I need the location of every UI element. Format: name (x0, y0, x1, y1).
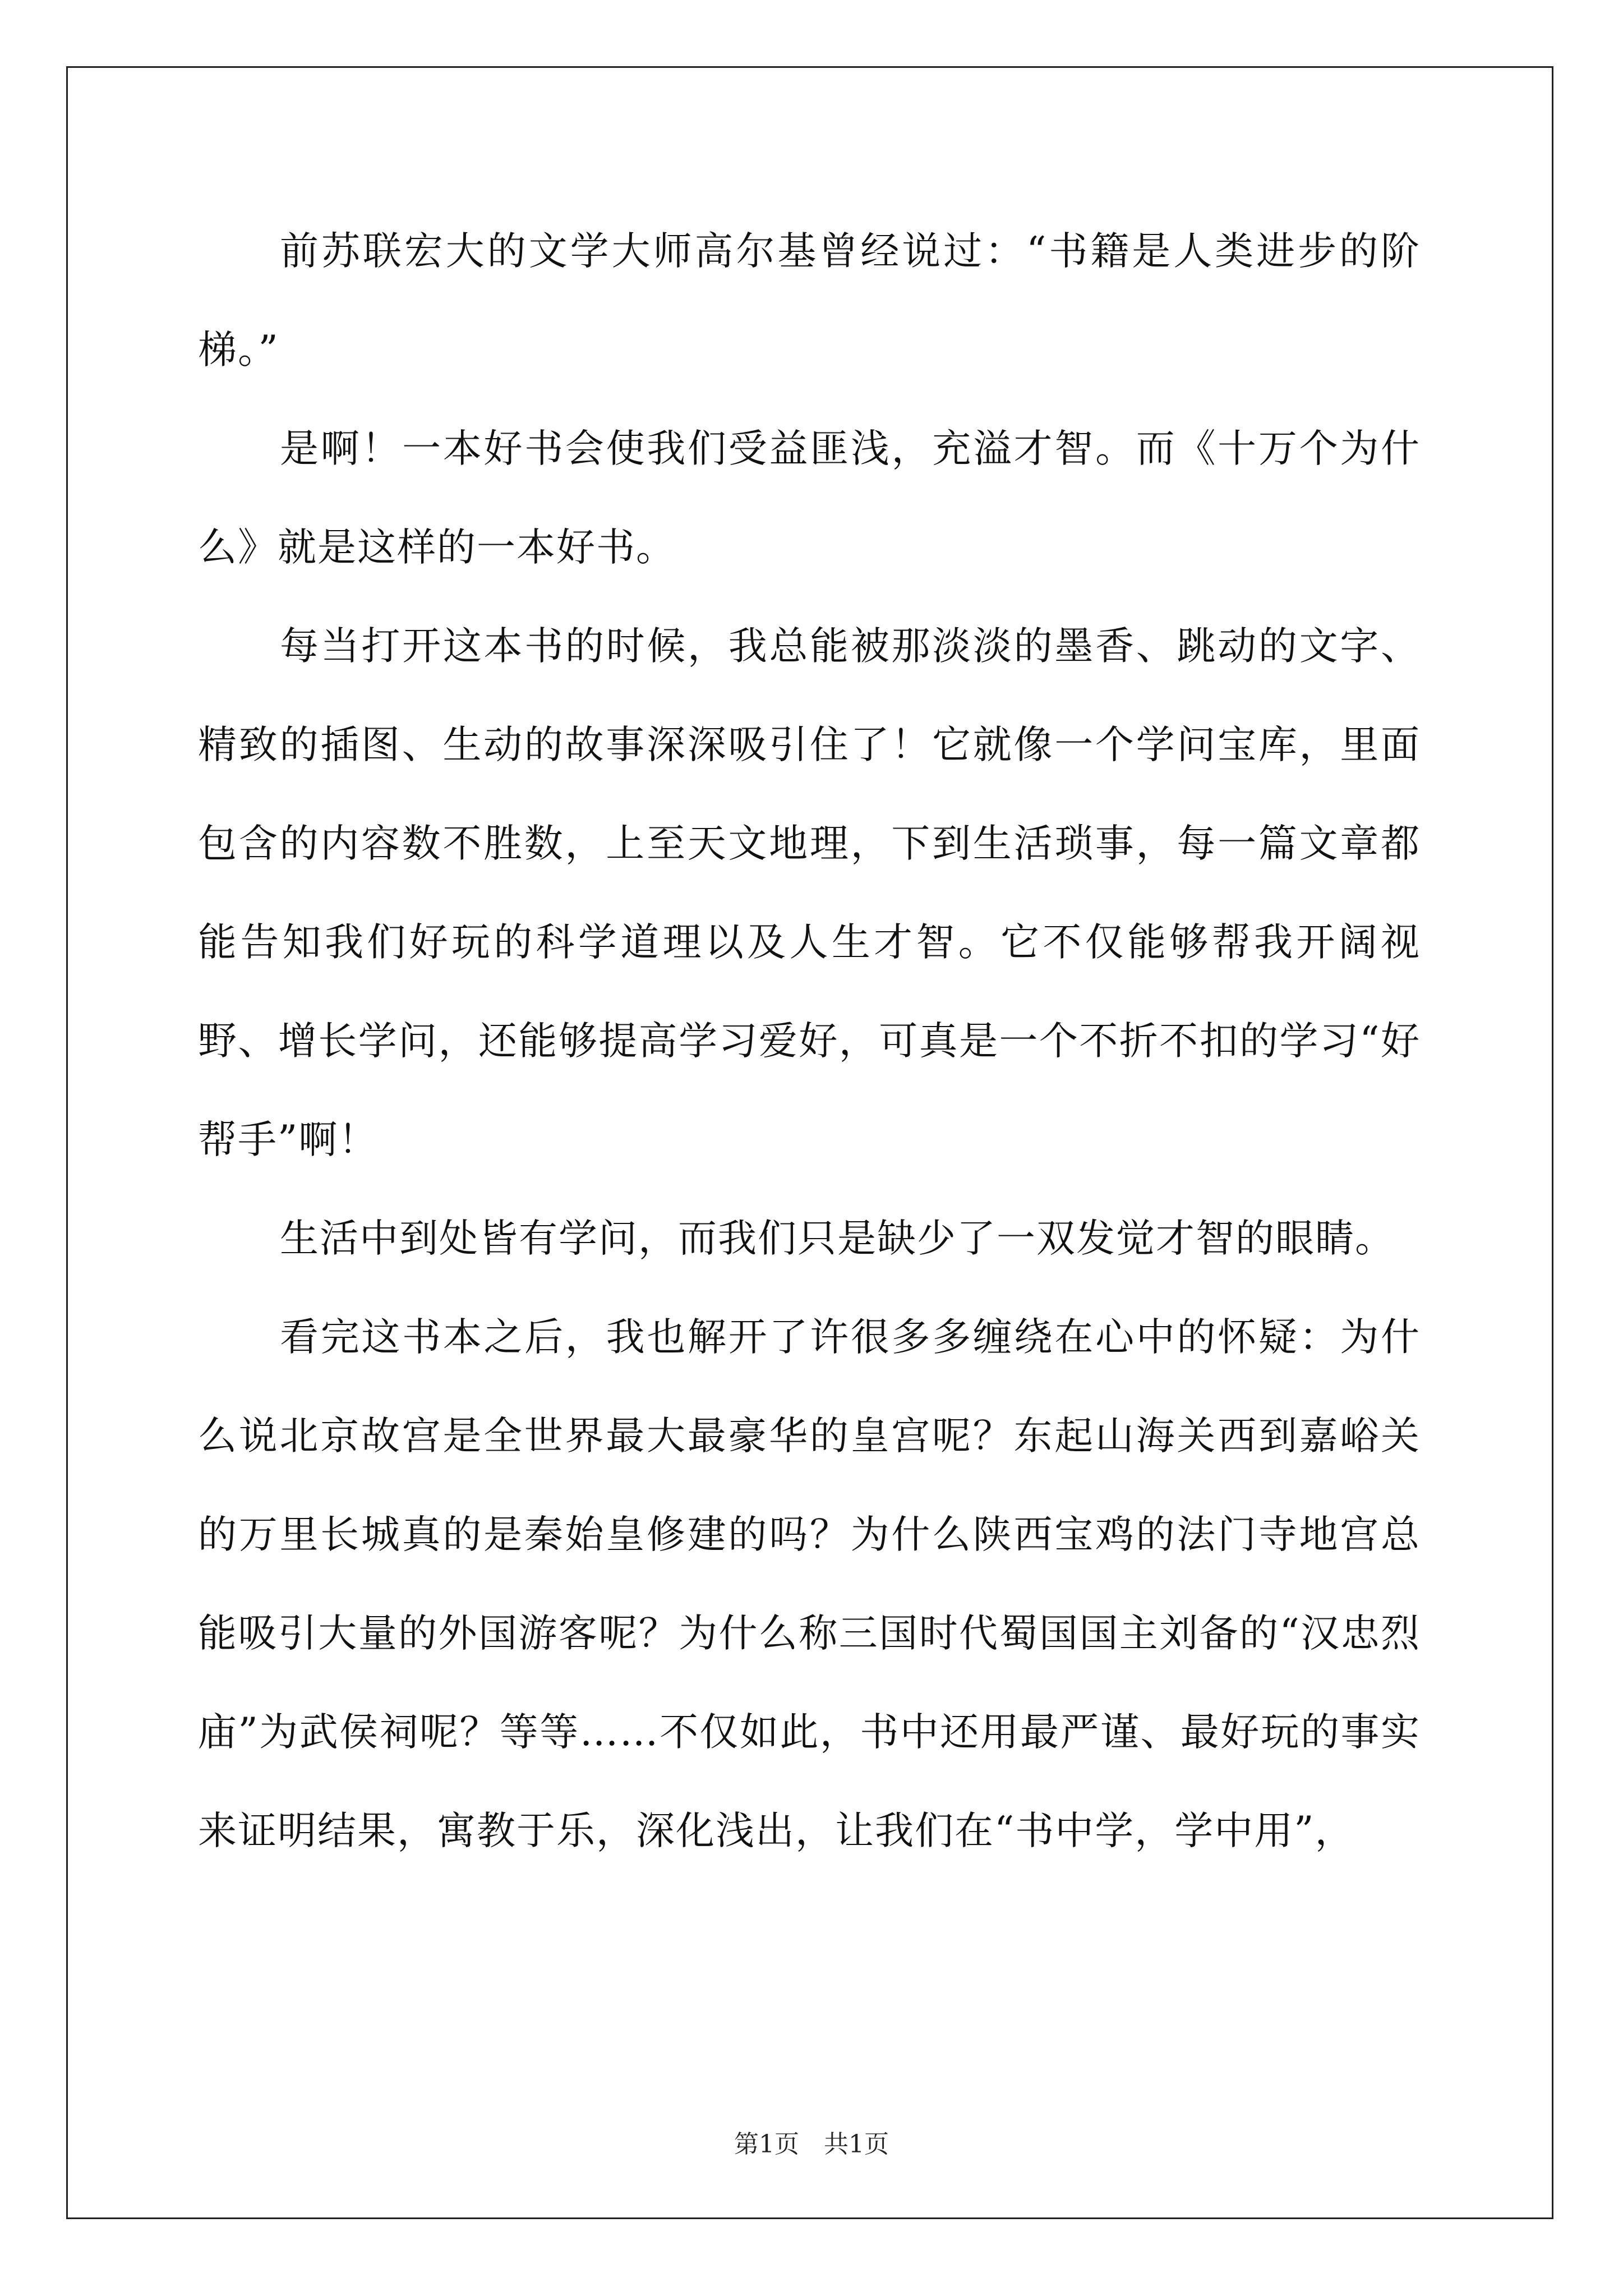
document-body (198, 202, 1421, 1880)
paragraph-2: 是啊！一本好书会使我们受益匪浅，充溢才智。而《十万个为什么》就是这样的一本好书。 (198, 426, 1421, 570)
paragraph-3: 每当打开这本书的时候，我总能被那淡淡的墨香、跳动的文字、精致的插图、生动的故事深深吸引住了！它就像一个学问宝库，里面包含的内容数不胜数，上至天文地理，下到生活琐事，每一篇文章都能告知我们好玩的科学道理以及人生才智。它不仅能够帮我开阔视野、增长学问，还能够提高学习爱好，可真是一个不折不扣的学习“好帮手”啊！ (198, 624, 1421, 1162)
paragraph-4: 生活中到处皆有学问，而我们只是缺少了一双发觉才智的眼睛。 (280, 1216, 1395, 1261)
paragraph-5: 看完这书本之后，我也解开了许很多多缠绕在心中的怀疑：为什么说北京故宫是全世界最大最豪华的皇宫呢？东起山海关西到嘉峪关的万里长城真的是秦始皇修建的吗？为什么陕西宝鸡的法门寺地宫总能吸引大量的外国游客呢？为什么称三国时代蜀国国主刘备的“汉忠烈庙”为武侯祠呢？等等……不仅如此，书中还用最严谨、最好玩的事实来证明结果，寓教于乐，深化浅出，让我们在“书中学，学中用”， (198, 1315, 1421, 1853)
paragraph-1: 前苏联宏大的文学大师高尔基曾经说过：“书籍是人类进步的阶梯。” (198, 229, 1421, 372)
page-number-footer: 第1页 共1页 (734, 2130, 889, 2159)
